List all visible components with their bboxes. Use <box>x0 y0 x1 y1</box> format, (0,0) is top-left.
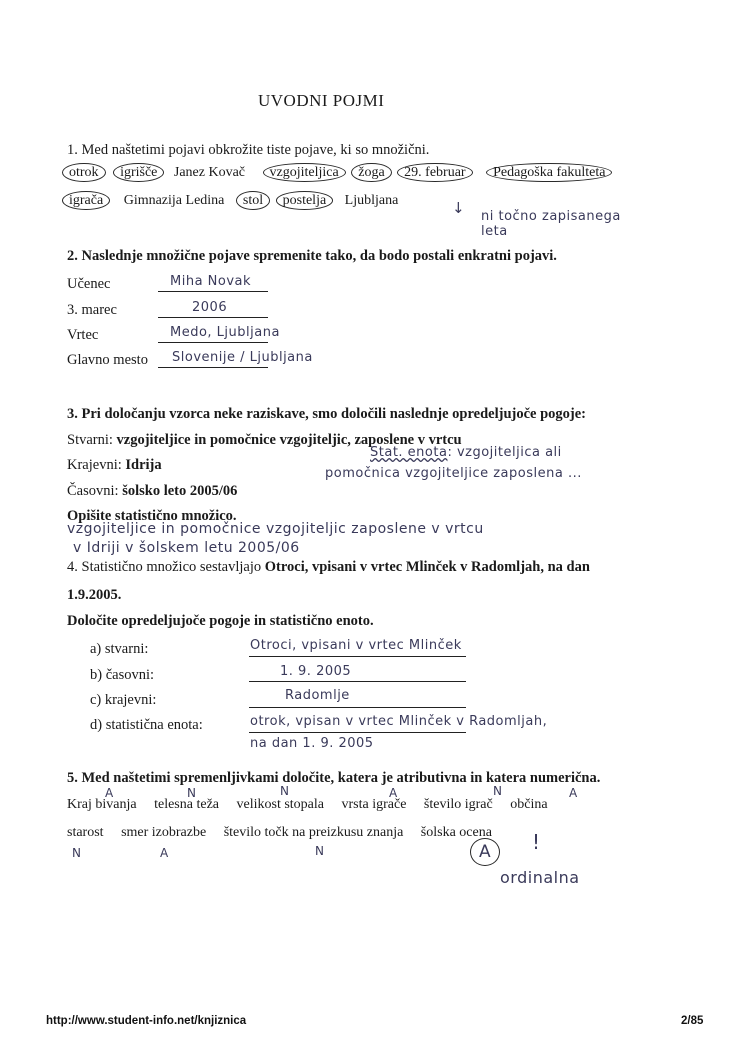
q1-item: Gimnazija Ledina <box>123 193 225 208</box>
circled-mark: A <box>470 838 500 866</box>
variable: število točk na preizkusu znanja <box>223 825 404 840</box>
q4-answer: Radomlje <box>285 688 350 703</box>
mark: N <box>72 846 81 860</box>
q1-item: Ljubljana <box>344 193 399 208</box>
page-number: 2/85 <box>681 1015 704 1027</box>
answer-line <box>158 291 268 292</box>
q2-label: Glavno mesto <box>67 352 148 368</box>
variable: velikost stopala <box>236 797 324 812</box>
mark: N <box>315 844 324 858</box>
answer-line <box>158 367 268 368</box>
variable: občina <box>510 797 548 812</box>
q2-answer: Miha Novak <box>170 274 252 289</box>
mark: A <box>105 786 114 800</box>
mark: N <box>493 784 502 798</box>
q4-prompt <box>67 559 590 576</box>
q4-label: a) stvarni: <box>90 641 149 657</box>
mark: N <box>280 784 289 798</box>
variable: Kraj bivanja <box>67 797 137 812</box>
q4-label: d) statistična enota: <box>90 717 203 733</box>
q4-answer: Otroci, vpisani v vrtec Mlinček <box>250 638 462 653</box>
note-text: : vzgojiteljica ali <box>447 445 562 460</box>
q4-subprompt: Določite opredeljujoče pogoje in statistično enoto. <box>67 613 374 629</box>
q2-answer: Medo, Ljubljana <box>170 325 280 340</box>
q5-row1 <box>67 797 548 813</box>
mark: N <box>187 786 196 800</box>
q3-answer: vzgojiteljice in pomočnice vzgojiteljic zaposlene v vrtcu <box>67 521 484 537</box>
q4-answer: 1. 9. 2005 <box>280 664 352 679</box>
q1-item: žoga <box>351 163 391 182</box>
q2-label: Učenec <box>67 276 111 292</box>
q3-casovni <box>67 483 237 500</box>
variable: število igrač <box>423 797 493 812</box>
value: šolsko leto 2005/06 <box>122 483 238 499</box>
variable: telesna teža <box>154 797 219 812</box>
note-heading: Stat. enota <box>370 445 448 460</box>
mark: A <box>389 786 398 800</box>
q1-item: igrišče <box>113 163 164 182</box>
q4-date: 1.9.2005. <box>67 587 122 603</box>
variable: šolska ocena <box>420 825 492 840</box>
q1-item: Janez Kovač <box>173 165 246 180</box>
q1-item: postelja <box>276 191 334 210</box>
answer-line <box>158 317 268 318</box>
correction-note: ordinalna <box>500 868 580 887</box>
q1-note: ni točno zapisanega <box>481 209 621 224</box>
answer-line <box>249 681 466 682</box>
q1-item: otrok <box>62 163 106 182</box>
q5-prompt: 5. Med naštetimi spremenljivkami določite, katera je atributivna in katera numerična. <box>67 770 601 786</box>
q1-item: Pedagoška fakulteta <box>486 163 612 182</box>
answer-line <box>249 707 466 708</box>
q4-label: b) časovni: <box>90 667 155 683</box>
value: Idrija <box>125 457 162 473</box>
answer-line <box>249 656 466 657</box>
q4-label: c) krajevni: <box>90 692 157 708</box>
label: Krajevni: <box>67 457 122 473</box>
footer-url[interactable]: http://www.student-info.net/knjiznica <box>46 1015 247 1027</box>
q1-item: igrača <box>62 191 110 210</box>
q2-prompt: 2. Naslednje množične pojave spremenite tako, da bodo postali enkratni pojavi. <box>67 248 557 264</box>
q5-row2 <box>67 825 492 841</box>
variable: starost <box>67 825 104 840</box>
label: Stvarni: <box>67 432 113 448</box>
q1-row1 <box>62 165 612 181</box>
page-title: UVODNI POJMI <box>258 91 385 110</box>
q3-answer: v Idriji v šolskem letu 2005/06 <box>73 540 300 556</box>
q1-note: leta <box>481 224 508 239</box>
q4-answer: na dan 1. 9. 2005 <box>250 736 374 751</box>
q4-answer: otrok, vpisan v vrtec Mlinček v Radomljah, <box>250 714 548 729</box>
prompt-bold: Otroci, vpisani v vrtec Mlinček v Radomljah, na dan <box>264 559 590 575</box>
answer-line <box>249 732 466 733</box>
q1-item: 29. februar <box>397 163 472 182</box>
answer-line <box>158 342 268 343</box>
value: vzgojiteljice in pomočnice vzgojiteljic, zaposlene v vrtcu <box>116 432 462 448</box>
q3-describe-prompt: Opišite statistično množico. <box>67 508 237 524</box>
q1-prompt: 1. Med naštetimi pojavi obkrožite tiste pojave, ki so množični. <box>67 142 430 158</box>
q2-label: Vrtec <box>67 327 99 343</box>
q3-note: pomočnica vzgojiteljice zaposlena ... <box>325 466 582 481</box>
q1-row2 <box>62 193 398 209</box>
mark: A <box>160 846 169 860</box>
variable: vrsta igrače <box>341 797 407 812</box>
q2-label: 3. marec <box>67 302 117 318</box>
q3-note <box>370 445 562 460</box>
q1-item: vzgojiteljica <box>263 163 346 182</box>
q1-item: stol <box>236 191 270 210</box>
q2-answer: Slovenije / Ljubljana <box>172 350 313 365</box>
mark: A <box>569 786 578 800</box>
arrow-down-icon: ↓ <box>452 199 466 217</box>
variable: smer izobrazbe <box>121 825 207 840</box>
exclamation-mark: ! <box>532 830 541 854</box>
prompt-text: 4. Statistično množico sestavljajo <box>67 559 265 575</box>
q2-answer: 2006 <box>192 300 228 315</box>
label: Časovni: <box>67 483 119 499</box>
q3-prompt: 3. Pri določanju vzorca neke raziskave, smo določili naslednje opredeljujoče pogoje: <box>67 406 586 422</box>
q3-krajevni <box>67 457 162 474</box>
